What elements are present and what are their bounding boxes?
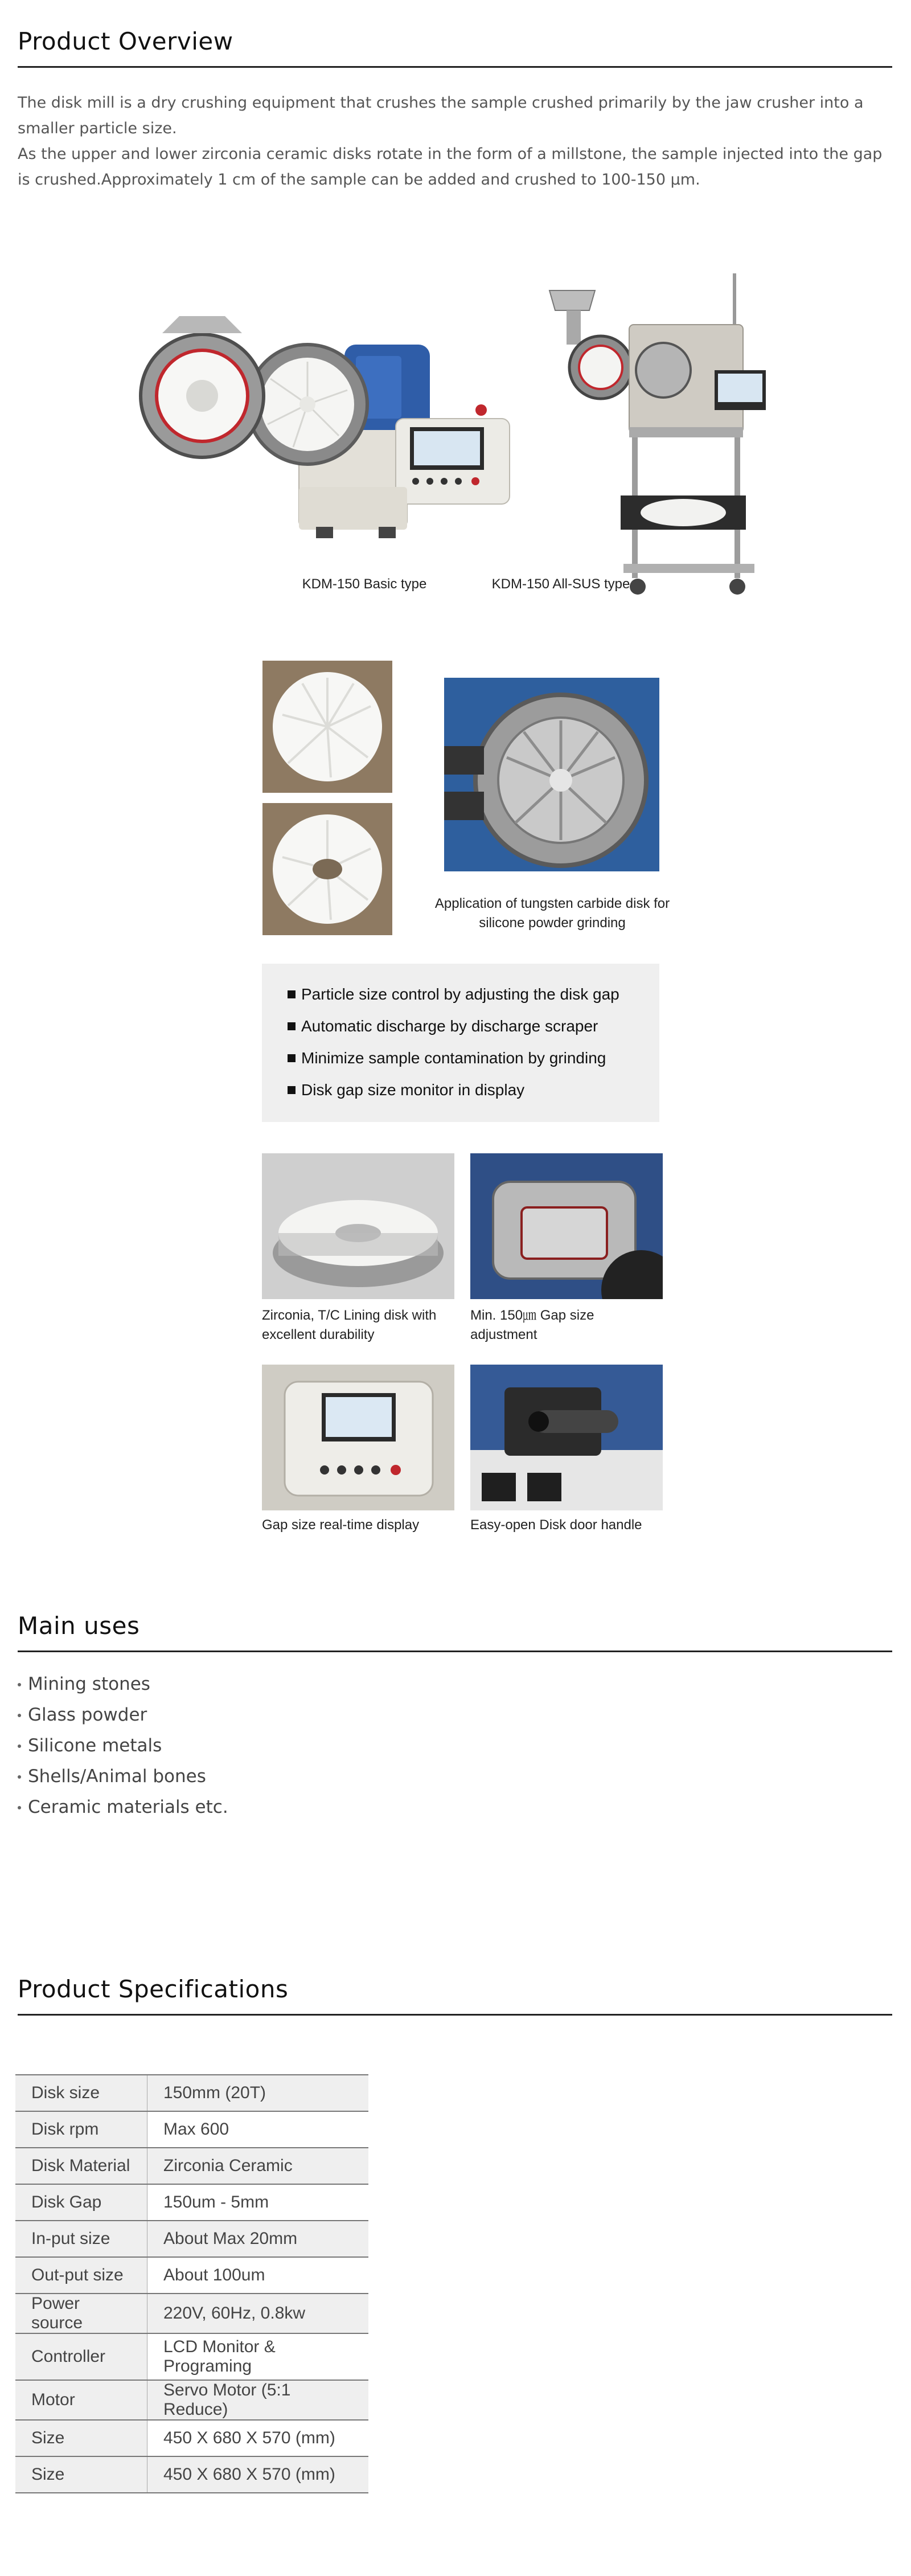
tungsten-carbide-caption: Application of tungsten carbide disk for silicone powder grinding	[434, 896, 670, 931]
bullet-dot-icon	[18, 1775, 21, 1779]
use-item: Mining stones	[18, 1669, 228, 1699]
spec-value: 150mm (20T)	[147, 2075, 369, 2111]
door-handle-caption: Easy-open Disk door handle	[470, 1517, 642, 1533]
overview-para-2: As the upper and lower zirconia ceramic disks rotate in the form of a millstone, the sample injected into the gap is crushed.Approximately 1 cm of the sample can be added and crushed to 100-150 μm.	[18, 145, 883, 189]
kdm150-basic-photo	[128, 310, 521, 561]
table-row	[15, 2184, 368, 2221]
table-row	[15, 2420, 368, 2456]
feature-item: Minimize sample contamination by grinding	[288, 1042, 619, 1074]
specs-rule	[18, 2014, 892, 2016]
spec-label: Disk rpm	[15, 2111, 147, 2148]
bullet-dot-icon	[18, 1806, 21, 1809]
spec-value: 450 X 680 X 570 (mm)	[147, 2420, 369, 2456]
bullet-dot-icon	[18, 1683, 21, 1686]
spec-label: Size	[15, 2420, 147, 2456]
spec-value: 150um - 5mm	[147, 2184, 369, 2221]
zirconia-disk-photo-2	[262, 803, 392, 935]
features-box	[262, 964, 659, 1122]
spec-value: About 100um	[147, 2257, 369, 2294]
main-uses-title: Main uses	[18, 1612, 140, 1640]
overview-para-1: The disk mill is a dry crushing equipment that crushes the sample crushed primarily by the jaw crusher into a smaller particle size.	[18, 94, 864, 137]
use-item: Glass powder	[18, 1699, 228, 1730]
bullet-dot-icon	[18, 1714, 21, 1717]
kdm150-all-sus-photo	[544, 268, 783, 601]
table-row	[15, 2111, 368, 2148]
lining-disk-caption: Zirconia, T/C Lining disk with excellent durability	[262, 1308, 437, 1342]
spec-label: Power source	[15, 2294, 147, 2333]
kdm150-all-sus-caption: KDM-150 All-SUS type	[491, 576, 630, 592]
spec-value: 450 X 680 X 570 (mm)	[147, 2456, 369, 2493]
bullet-square-icon	[288, 1086, 296, 1094]
spec-label: Controller	[15, 2333, 147, 2380]
specs-table	[15, 2074, 368, 2493]
bullet-dot-icon	[18, 1744, 21, 1748]
feature-item: Disk gap size monitor in display	[288, 1074, 619, 1106]
bullet-square-icon	[288, 1054, 296, 1062]
spec-value: About Max 20mm	[147, 2221, 369, 2257]
specs-title: Product Specifications	[18, 1975, 289, 2003]
feature-item: Particle size control by adjusting the disk gap	[288, 978, 619, 1010]
overview-title: Product Overview	[18, 27, 233, 55]
display-photo	[262, 1365, 454, 1510]
feature-item: Automatic discharge by discharge scraper	[288, 1010, 619, 1042]
display-caption: Gap size real-time display	[262, 1517, 420, 1533]
spec-label: Disk Gap	[15, 2184, 147, 2221]
table-row	[15, 2221, 368, 2257]
door-handle-photo	[470, 1365, 663, 1510]
spec-value: LCD Monitor & Programing	[147, 2333, 369, 2380]
lining-disk-photo	[262, 1153, 454, 1299]
gap-size-adjust-photo	[470, 1153, 663, 1299]
table-row	[15, 2075, 368, 2111]
bullet-square-icon	[288, 1022, 296, 1030]
use-item: Silicone metals	[18, 1730, 228, 1761]
bullet-square-icon	[288, 990, 296, 998]
table-row	[15, 2148, 368, 2184]
features-list	[288, 978, 619, 1106]
main-uses-rule	[18, 1651, 892, 1652]
spec-value: Max 600	[147, 2111, 369, 2148]
spec-label: In-put size	[15, 2221, 147, 2257]
spec-value: Servo Motor (5:1 Reduce)	[147, 2380, 369, 2420]
spec-label: Out-put size	[15, 2257, 147, 2294]
overview-rule	[18, 66, 892, 68]
spec-label: Disk Material	[15, 2148, 147, 2184]
spec-value: Zirconia Ceramic	[147, 2148, 369, 2184]
tungsten-carbide-disk-photo	[444, 678, 659, 871]
table-row	[15, 2333, 368, 2380]
gap-size-adjust-caption: Min. 150㎛ Gap size adjustment	[470, 1308, 594, 1342]
zirconia-disk-photo-1	[262, 661, 392, 793]
use-item: Ceramic materials etc.	[18, 1792, 228, 1823]
spec-label: Disk size	[15, 2075, 147, 2111]
table-row	[15, 2456, 368, 2493]
table-row	[15, 2294, 368, 2333]
spec-value: 220V, 60Hz, 0.8kw	[147, 2294, 369, 2333]
spec-label: Motor	[15, 2380, 147, 2420]
spec-label: Size	[15, 2456, 147, 2493]
table-row	[15, 2380, 368, 2420]
table-row	[15, 2257, 368, 2294]
main-uses-list	[18, 1669, 228, 1823]
use-item: Shells/Animal bones	[18, 1761, 228, 1792]
kdm150-basic-caption: KDM-150 Basic type	[302, 576, 427, 592]
